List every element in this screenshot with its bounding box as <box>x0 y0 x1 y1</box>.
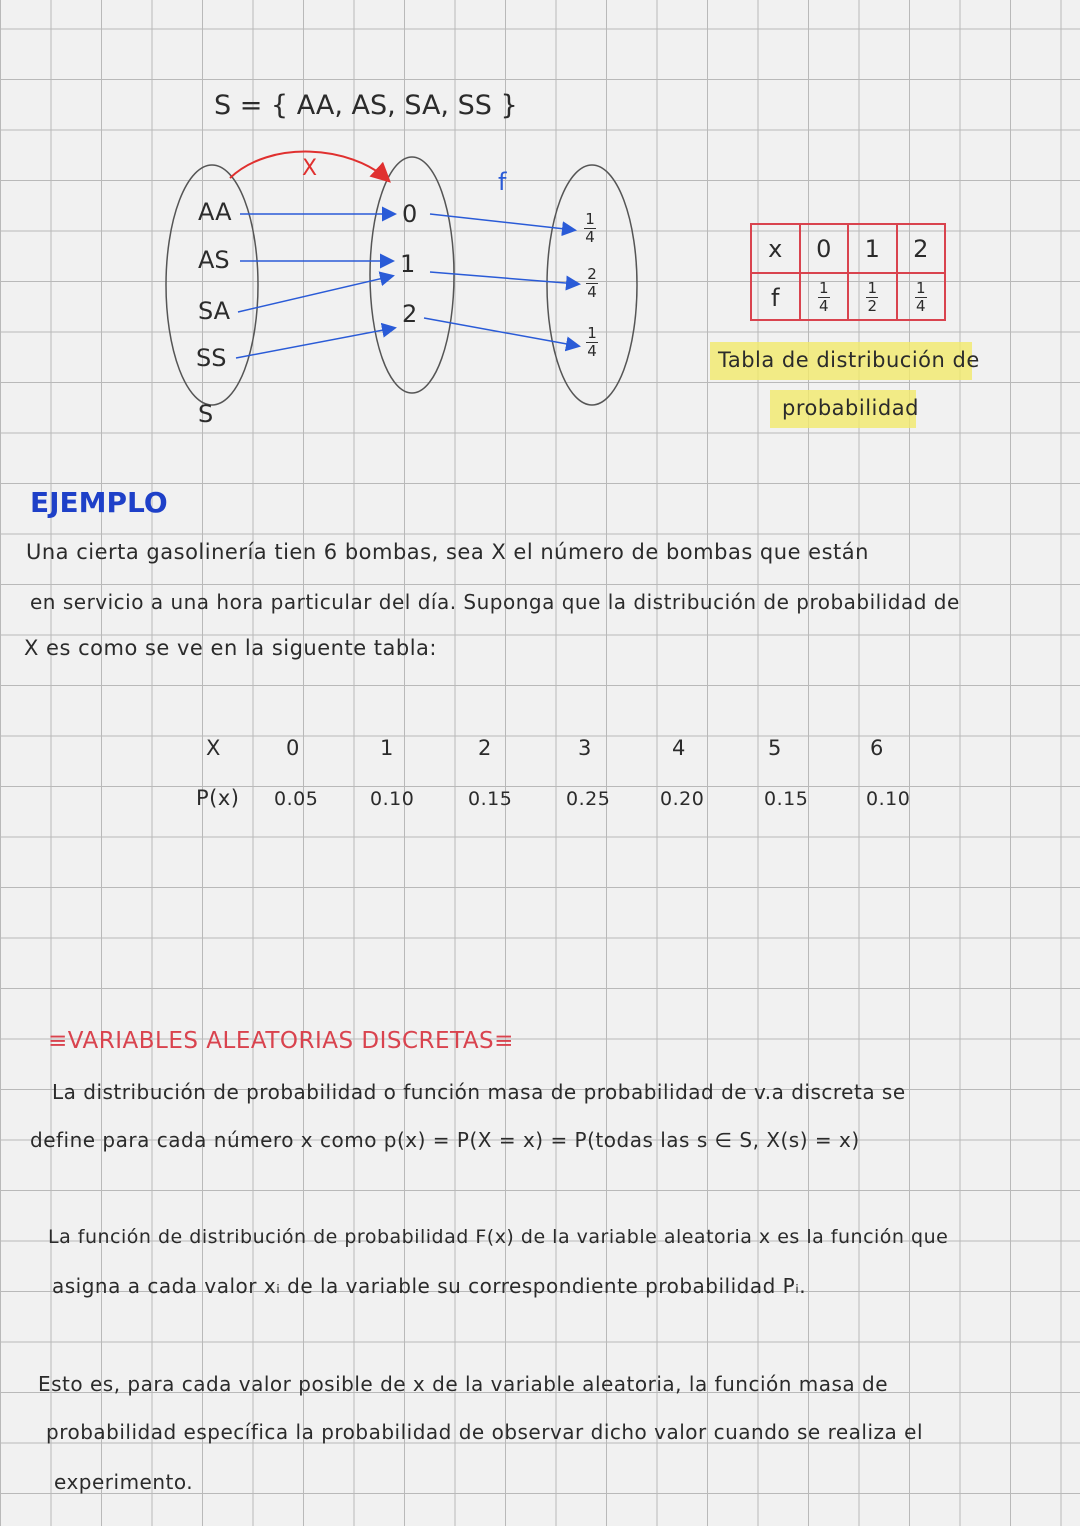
prob-frac-2 <box>586 267 598 300</box>
dist-table-caption-2: probabilidad <box>782 396 919 420</box>
example-x-1: 1 <box>380 736 394 760</box>
example-x-label: X <box>206 736 221 760</box>
arrow-ss-2 <box>236 328 394 358</box>
dtable-cell-0-num: 1 <box>818 279 829 297</box>
prob-frac-3-num: 1 <box>587 324 597 342</box>
dist-table-caption-1: Tabla de distribución de <box>718 348 980 372</box>
example-heading: EJEMPLO <box>30 486 168 519</box>
example-line-1: Una cierta gasolinería tien 6 bombas, sea X el número de bombas que están <box>26 540 869 564</box>
arrow-sa-1 <box>238 276 392 312</box>
example-p-4: 0.20 <box>660 788 705 810</box>
arrow-0-p <box>430 214 574 230</box>
prob-frac-1-den: 4 <box>585 228 595 246</box>
arrow-1-p <box>430 272 578 284</box>
example-p-3: 0.25 <box>566 788 611 810</box>
example-x-2: 2 <box>478 736 492 760</box>
section-p1-line-2: define para cada número x como p(x) = P(X = x) = P(todas las s ∈ S, X(s) = x) <box>30 1128 860 1152</box>
section-p3-line-3: experimento. <box>54 1470 194 1494</box>
dtable-cell-1-num: 1 <box>867 279 878 297</box>
example-x-4: 4 <box>672 736 686 760</box>
distribution-table-header-row <box>752 225 944 272</box>
section-p3-line-1: Esto es, para cada valor posible de x de la variable aleatoria, la función masa de <box>38 1372 889 1396</box>
prob-frac-1-num: 1 <box>585 210 595 228</box>
value-0: 0 <box>402 200 418 228</box>
sample-space-title: S = { AA, AS, SA, SS } <box>214 90 518 121</box>
distribution-table <box>750 223 946 321</box>
distribution-table-value-row <box>752 272 944 321</box>
dtable-header-x: x <box>768 234 783 263</box>
prob-frac-2-den: 4 <box>587 283 597 301</box>
dtable-cell-2 <box>896 274 945 321</box>
example-p-1: 0.10 <box>370 788 415 810</box>
section-p2-line-1: La función de distribución de probabilidad F(x) de la variable aleatoria x es la función que <box>48 1226 949 1248</box>
example-x-5: 5 <box>768 736 782 760</box>
example-p-5: 0.15 <box>764 788 809 810</box>
prob-frac-2-num: 2 <box>587 265 597 283</box>
outcome-sa: SA <box>198 297 231 325</box>
section-p2-line-2: asigna a cada valor xᵢ de la variable su correspondiente probabilidad Pᵢ. <box>52 1274 807 1298</box>
set-s-label: S <box>198 400 214 428</box>
dtable-cell-0-den: 4 <box>818 297 829 315</box>
example-x-3: 3 <box>578 736 592 760</box>
prob-frac-1 <box>584 212 596 245</box>
dtable-header-1: 1 <box>847 225 896 272</box>
example-p-0: 0.05 <box>274 788 319 810</box>
section-heading: ≡VARIABLES ALEATORIAS DISCRETAS≡ <box>48 1028 514 1054</box>
f-map-label: f <box>498 168 507 196</box>
example-line-3: X es como se ve en la siguente tabla: <box>24 636 437 660</box>
outcome-aa: AA <box>198 198 232 226</box>
x-map-label: X <box>302 156 318 181</box>
prob-frac-3-den: 4 <box>587 342 597 360</box>
dtable-header-0: 0 <box>799 225 848 272</box>
example-line-2: en servicio a una hora particular del día. Suponga que la distribución de probabilidad de <box>30 590 960 614</box>
dtable-header-2: 2 <box>896 225 945 272</box>
section-p1-line-1: La distribución de probabilidad o función masa de probabilidad de v.a discreta se <box>52 1080 906 1104</box>
dtable-cell-2-den: 4 <box>915 297 926 315</box>
dtable-cell-2-num: 1 <box>915 279 926 297</box>
outcome-ss: SS <box>196 344 227 372</box>
dtable-cell-0 <box>799 274 848 321</box>
prob-frac-3 <box>586 326 598 359</box>
example-x-6: 6 <box>870 736 884 760</box>
example-p-label: P(x) <box>196 786 240 810</box>
value-1: 1 <box>400 250 416 278</box>
dtable-cell-1-den: 2 <box>867 297 878 315</box>
dtable-row-label: f <box>771 283 780 312</box>
outcome-as: AS <box>198 246 230 274</box>
section-p3-line-2: probabilidad específica la probabilidad de observar dicho valor cuando se realiza el <box>46 1420 924 1444</box>
example-p-6: 0.10 <box>866 788 911 810</box>
example-p-2: 0.15 <box>468 788 513 810</box>
dtable-cell-1 <box>847 274 896 321</box>
example-x-0: 0 <box>286 736 300 760</box>
value-2: 2 <box>402 300 418 328</box>
